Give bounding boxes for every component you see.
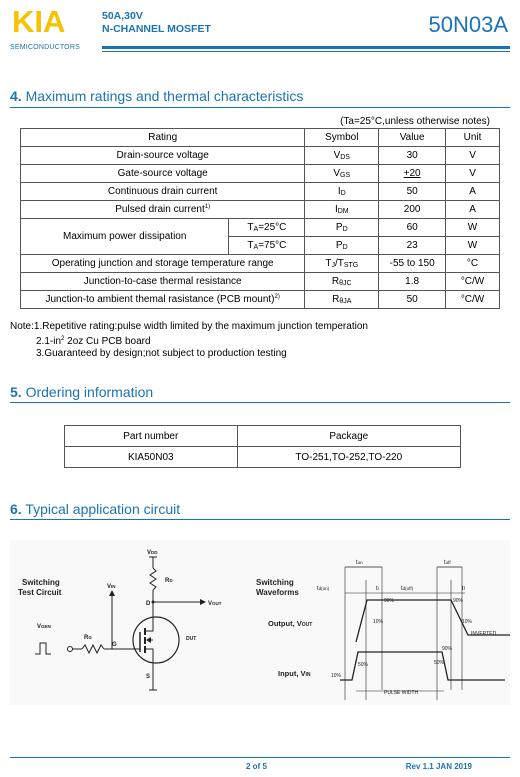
svg-text:PULSE WIDTH: PULSE WIDTH bbox=[384, 690, 419, 696]
symbol-cell: $R_{\theta JC}$ bbox=[305, 273, 379, 291]
condition-cell: $T_A=25^\circ C$ bbox=[229, 219, 305, 237]
svg-text:DUT: DUT bbox=[186, 636, 197, 642]
rating-cell: Drain-source voltage bbox=[21, 147, 305, 165]
section-6-number: 6. bbox=[10, 501, 22, 517]
value-cell: 200 bbox=[379, 201, 446, 219]
symbol-cell: $R_{\theta JA}$ bbox=[305, 291, 379, 309]
svg-text:VIN: VIN bbox=[107, 584, 116, 590]
section-6-rule bbox=[10, 519, 510, 520]
table-row bbox=[21, 183, 500, 201]
symbol-cell: $T_J/T_{STG}$ bbox=[305, 255, 379, 273]
header-package: Package bbox=[237, 426, 460, 447]
svg-text:G: G bbox=[112, 642, 117, 648]
switching-test-circuit bbox=[18, 550, 222, 690]
svg-text:VGEN: VGEN bbox=[37, 624, 51, 630]
waveforms-title-line2: Waveforms bbox=[256, 588, 299, 597]
svg-text:ton: ton bbox=[356, 560, 363, 566]
rating-cell: Operating junction and storage temperature range bbox=[21, 255, 305, 273]
rating-cell: Continuous drain current bbox=[21, 183, 305, 201]
svg-text:td(off): td(off) bbox=[401, 586, 414, 592]
value-cell: 30 bbox=[379, 147, 446, 165]
svg-text:Input, VIN: Input, VIN bbox=[278, 669, 311, 678]
header-value: Value bbox=[379, 129, 446, 147]
value-cell: 23 bbox=[379, 237, 446, 255]
ordering-table bbox=[64, 425, 461, 468]
svg-text:10%: 10% bbox=[462, 619, 473, 625]
table-header-row bbox=[21, 129, 500, 147]
svg-text:VDD: VDD bbox=[147, 550, 158, 556]
table-notes bbox=[10, 321, 368, 360]
condition-cell: $T_A=75^\circ C$ bbox=[229, 237, 305, 255]
unit-cell: W bbox=[446, 219, 500, 237]
section-5-title: Ordering information bbox=[25, 384, 154, 400]
unit-cell: °C/W bbox=[446, 273, 500, 291]
part-number: 50N03A bbox=[428, 12, 508, 37]
svg-text:tr: tr bbox=[376, 586, 380, 592]
rating-cell: Junction-to ambient themal rasistance (PCB mount)$^{2)}$ bbox=[21, 291, 305, 309]
symbol-cell: $P_D$ bbox=[305, 237, 379, 255]
footer-divider bbox=[10, 757, 510, 758]
svg-text:10%: 10% bbox=[373, 619, 384, 625]
unit-cell: °C/W bbox=[446, 291, 500, 309]
header-rating: 50A,30V bbox=[102, 10, 143, 22]
header-device-type: N-CHANNEL MOSFET bbox=[102, 23, 211, 35]
rating-cell: Junction-to-case thermal resistance bbox=[21, 273, 305, 291]
table-row bbox=[21, 147, 500, 165]
svg-text:INVERTED: INVERTED bbox=[471, 631, 497, 637]
table-row bbox=[21, 219, 500, 237]
application-circuit-figure bbox=[10, 540, 510, 705]
unit-cell: °C bbox=[446, 255, 500, 273]
svg-text:S: S bbox=[146, 674, 151, 680]
unit-cell: A bbox=[446, 183, 500, 201]
table-row bbox=[21, 165, 500, 183]
circuit-title-line1: Switching bbox=[22, 578, 60, 587]
svg-text:D: D bbox=[146, 601, 151, 607]
section-4-heading bbox=[10, 88, 303, 104]
table-condition: (Ta=25°C,unless otherwise notes) bbox=[340, 116, 490, 127]
package-cell: TO-251,TO-252,TO-220 bbox=[237, 447, 460, 468]
pulse-symbol bbox=[35, 643, 51, 654]
value-cell: +20 bbox=[379, 165, 446, 183]
max-ratings-table bbox=[20, 128, 500, 309]
table-row bbox=[21, 201, 500, 219]
rd-resistor bbox=[150, 568, 156, 590]
section-6-title: Typical application circuit bbox=[25, 501, 181, 517]
section-5-heading bbox=[10, 384, 153, 400]
unit-cell: V bbox=[446, 147, 500, 165]
svg-text:50%: 50% bbox=[434, 660, 445, 666]
section-6-heading bbox=[10, 501, 180, 517]
table-header-row bbox=[65, 426, 461, 447]
circuit-title-line2: Test Circuit bbox=[18, 588, 62, 597]
waveforms-title-line1: Switching bbox=[256, 578, 294, 587]
symbol-cell: $P_D$ bbox=[305, 219, 379, 237]
table-row bbox=[21, 273, 500, 291]
rating-cell: Maximum power dissipation bbox=[21, 219, 229, 255]
unit-cell: W bbox=[446, 237, 500, 255]
header-unit: Unit bbox=[446, 129, 500, 147]
unit-cell: V bbox=[446, 165, 500, 183]
symbol-cell: $V_{GS}$ bbox=[305, 165, 379, 183]
header-part-number: Part number bbox=[65, 426, 238, 447]
svg-text:90%: 90% bbox=[442, 646, 453, 652]
symbol-cell: $I_D$ bbox=[305, 183, 379, 201]
note-1: Note:1.Repetitive rating:pulse width limited by the maximum junction temperation bbox=[10, 321, 368, 332]
unit-cell: A bbox=[446, 201, 500, 219]
rating-cell: Pulsed drain current$^{1)}$ bbox=[21, 201, 305, 219]
table-row bbox=[21, 291, 500, 309]
note-3: 3.Guaranteed by design;not subject to production testing bbox=[36, 348, 287, 359]
section-5-number: 5. bbox=[10, 384, 22, 400]
header-divider bbox=[102, 46, 510, 49]
svg-text:RG: RG bbox=[84, 635, 92, 641]
table-row bbox=[21, 255, 500, 273]
company-logo-subtitle: SEMICONDUCTORS bbox=[10, 44, 80, 51]
header-rating: Rating bbox=[21, 129, 305, 147]
svg-text:90%: 90% bbox=[384, 598, 395, 604]
section-5-rule bbox=[10, 402, 510, 403]
section-4-title: Maximum ratings and thermal characteristics bbox=[25, 88, 304, 104]
rating-cell: Gate-source voltage bbox=[21, 165, 305, 183]
svg-text:50%: 50% bbox=[358, 662, 369, 668]
svg-text:td(on): td(on) bbox=[317, 586, 330, 592]
note-2: $2.1-in^2$ 2oz Cu PCB board bbox=[36, 336, 151, 347]
svg-text:VOUT: VOUT bbox=[208, 601, 222, 607]
svg-text:10%: 10% bbox=[331, 673, 342, 679]
value-cell: 50 bbox=[379, 183, 446, 201]
svg-text:RD: RD bbox=[165, 578, 173, 584]
svg-text:tf: tf bbox=[462, 586, 465, 592]
table-row bbox=[65, 447, 461, 468]
value-cell: 60 bbox=[379, 219, 446, 237]
revision: Rev 1.1 JAN 2019 bbox=[405, 762, 472, 771]
header-symbol: Symbol bbox=[305, 129, 379, 147]
company-logo: KIA bbox=[12, 4, 66, 39]
section-4-number: 4. bbox=[10, 88, 22, 104]
section-4-rule bbox=[10, 107, 510, 108]
value-cell: 50 bbox=[379, 291, 446, 309]
value-cell: -55 to 150 bbox=[379, 255, 446, 273]
svg-text:90%: 90% bbox=[453, 598, 464, 604]
switching-waveforms bbox=[256, 560, 510, 700]
svg-text:Output, VOUT: Output, VOUT bbox=[268, 619, 313, 628]
part-number-cell: KIA50N03 bbox=[65, 447, 238, 468]
rg-resistor bbox=[82, 645, 104, 653]
header-divider-thin bbox=[102, 51, 510, 52]
symbol-cell: $I_{DM}$ bbox=[305, 201, 379, 219]
svg-text:toff: toff bbox=[444, 560, 451, 566]
symbol-cell: $V_{DS}$ bbox=[305, 147, 379, 165]
value-cell: 1.8 bbox=[379, 273, 446, 291]
page-number: 2 of 5 bbox=[246, 762, 267, 771]
